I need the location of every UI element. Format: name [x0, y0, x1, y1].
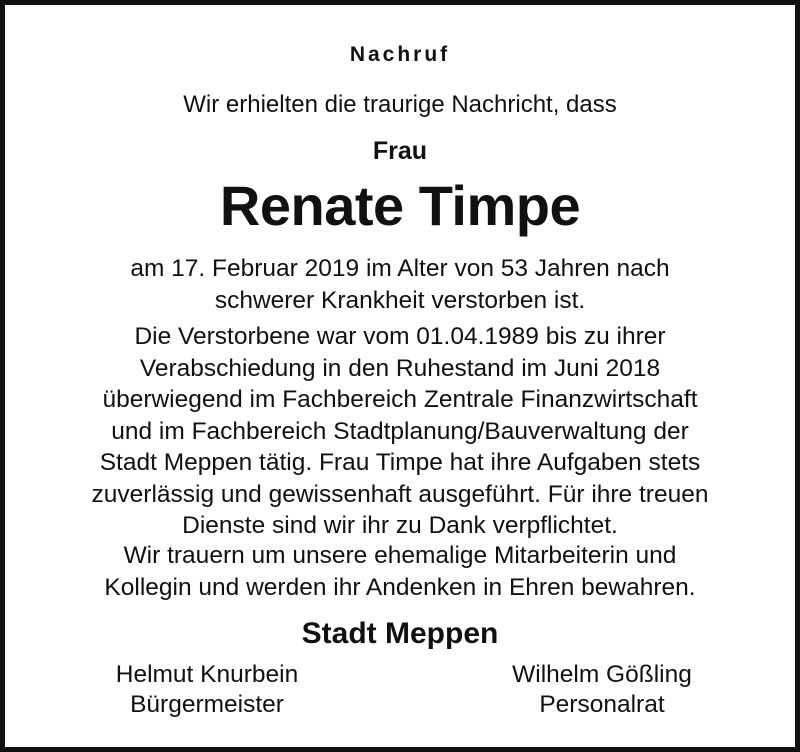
text-line: und im Fachbereich Stadtplanung/Bauverwaltung der [111, 417, 689, 445]
text-line: Verabschiedung in den Ruhestand im Juni 2018 [139, 354, 661, 382]
signer-title: Bürgermeister [130, 691, 284, 718]
career-paragraph [5, 321, 795, 542]
signer-name: Wilhelm Gößling [512, 661, 692, 688]
text-line: Wir trauern um unsere ehemalige Mitarbeiterin und [123, 542, 677, 569]
notice-heading: Nachruf [349, 43, 451, 66]
signer-staff-council [452, 660, 752, 720]
text-line: Dienste sind wir ihr zu Dank verpflichtet. [182, 512, 618, 539]
signer-name: Helmut Knurbein [115, 661, 299, 688]
signer-title: Personalrat [539, 691, 665, 718]
text-line: Die Verstorbene war vom 01.04.1989 bis zu ihrer [134, 323, 666, 350]
intro-text: Wir erhielten die traurige Nachricht, dass [183, 91, 617, 118]
mourning-paragraph [5, 540, 795, 603]
deceased-name: Renate Timpe [219, 174, 581, 237]
text-line: überwiegend im Fachbereich Zentrale Finanzwirtschaft [102, 386, 698, 413]
text-line: Kollegin und werden ihr Andenken in Ehren bewahren. [104, 573, 696, 601]
text-line: Stadt Meppen tätig. Frau Timpe hat ihre Aufgaben stets [99, 449, 701, 476]
death-details-paragraph [5, 253, 795, 316]
signer-mayor [57, 660, 357, 720]
text-line: schwerer Krankheit verstorben ist. [214, 286, 586, 314]
salutation: Frau [372, 137, 428, 165]
text-line: am 17. Februar 2019 im Alter von 53 Jahren nach [130, 255, 670, 282]
text-line: zuverlässig und gewissenhaft ausgeführt. Für ihre treuen [91, 480, 709, 508]
signatories [5, 660, 795, 724]
organization-name: Stadt Meppen [301, 617, 499, 650]
